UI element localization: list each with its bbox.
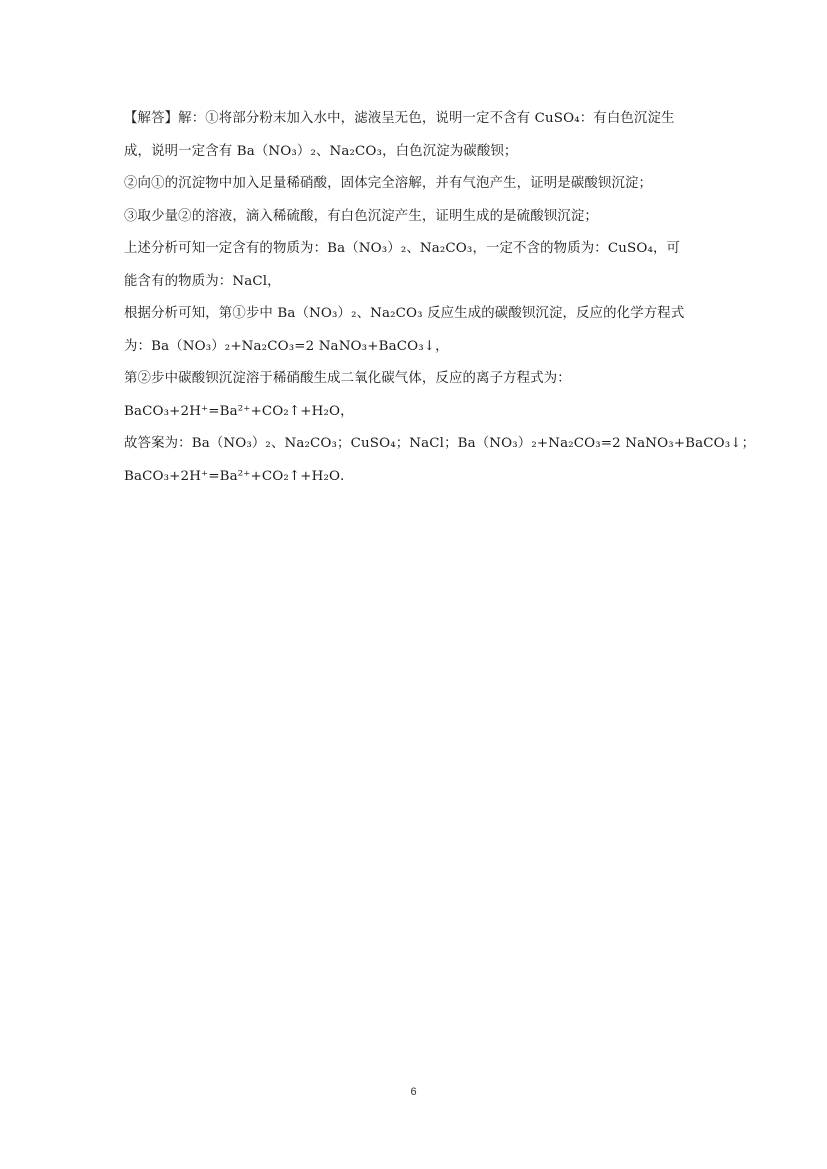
answer-line: 【解答】解：①将部分粉末加入水中，滤液呈无色，说明一定不含有 CuSO₄：有白色沉淀生: [124, 111, 675, 126]
answer-section: [124, 103, 756, 493]
answer-line: 成，说明一定含有 Ba（NO₃）₂、Na₂CO₃，白色沉淀为碳酸钡；: [124, 143, 518, 159]
answer-line: 根据分析可知，第①步中 Ba（NO₃）₂、Na₂CO₃ 反应生成的碳酸钡沉淀，反应的化学方程式: [124, 306, 685, 321]
page-number: 6: [410, 1086, 417, 1098]
answer-line: 上述分析可知一定含有的物质为：Ba（NO₃）₂、Na₂CO₃，一定不含的物质为：CuSO₄，可: [124, 241, 681, 256]
answer-line: 为：Ba（NO₃）₂+Na₂CO₃=2 NaNO₃+BaCO₃↓，: [124, 338, 449, 354]
answer-line: 能含有的物质为：NaCl，: [124, 273, 281, 289]
answer-line: ②向①的沉淀物中加入足量稀硝酸，固体完全溶解，并有气泡产生，证明是碳酸钡沉淀；: [124, 176, 653, 191]
answer-line: BaCO₃+2H⁺=Ba²⁺+CO₂↑+H₂O，: [124, 403, 354, 419]
answer-line: BaCO₃+2H⁺=Ba²⁺+CO₂↑+H₂O．: [124, 468, 354, 484]
answer-line: 故答案为：Ba（NO₃）₂、Na₂CO₃；CuSO₄；NaCl；Ba（NO₃）₂+Na₂CO₃=2 NaNO₃+BaCO₃↓；: [124, 436, 756, 451]
answer-line: ③取少量②的溶液，滴入稀硫酸，有白色沉淀产生，证明生成的是硫酸钡沉淀；: [124, 208, 598, 224]
answer-line: 第②步中碳酸钡沉淀溶于稀硝酸生成二氧化碳气体，反应的离子方程式为：: [124, 371, 571, 386]
